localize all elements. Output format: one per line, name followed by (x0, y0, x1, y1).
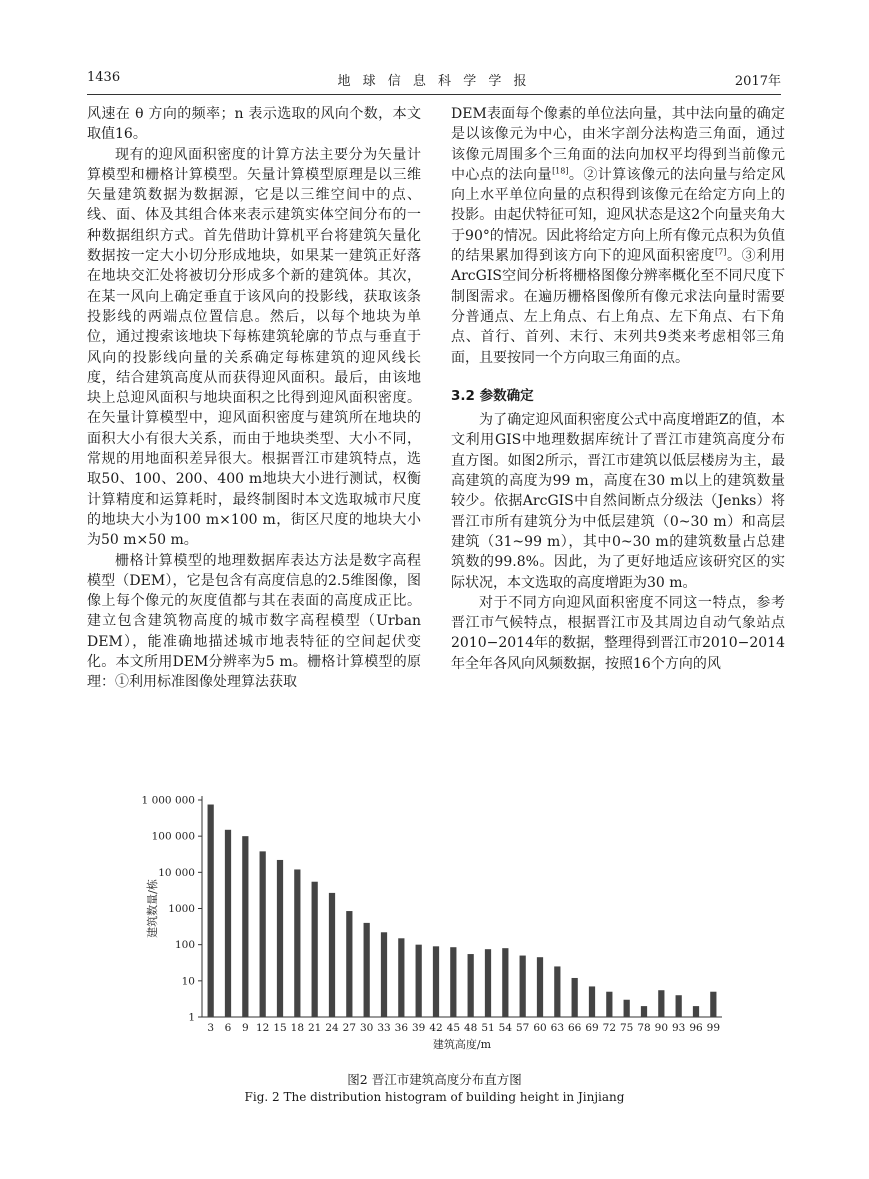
paragraph: 风速在 θ 方向的频率；n 表示选取的风向个数，本文取值16。 (87, 106, 421, 143)
x-tick-label: 27 (342, 1022, 357, 1034)
histogram-bar (676, 995, 682, 1017)
histogram-bar (277, 860, 283, 1017)
histogram-bar (416, 945, 422, 1017)
x-tick-label: 39 (411, 1022, 426, 1034)
header-rule (87, 94, 781, 95)
x-tick-label: 75 (619, 1022, 634, 1034)
histogram-bar (294, 869, 300, 1017)
text-run: DEM表面每个像素的单位法向量，其中法向量的确定是以该像元为中心，由米字剖分法构造三角面，通过该像元周围多个三角面的法向加权平均得到当前像元中心点的法向量 (451, 106, 785, 183)
histogram-bar (225, 830, 231, 1017)
x-tick-label: 96 (689, 1022, 703, 1034)
histogram-bar (693, 1006, 699, 1017)
x-tick-label: 93 (671, 1022, 686, 1034)
histogram-bar (450, 947, 456, 1017)
x-tick-label: 6 (224, 1022, 232, 1034)
y-tick-label: 100 (174, 939, 195, 952)
x-tick-label: 30 (359, 1022, 374, 1034)
histogram-bar (520, 956, 526, 1017)
histogram-bar (502, 948, 508, 1017)
x-tick-label: 21 (307, 1022, 322, 1034)
y-tick-label: 100 000 (151, 830, 195, 843)
x-tick-label: 24 (325, 1022, 339, 1034)
x-tick-label: 60 (533, 1022, 547, 1034)
x-tick-label: 51 (481, 1022, 495, 1034)
histogram-bar (468, 954, 474, 1017)
x-axis-title: 建筑高度/m (432, 1038, 492, 1051)
x-tick-label: 18 (290, 1022, 305, 1034)
y-tick-label: 1 000 000 (141, 794, 195, 807)
histogram-bar (398, 938, 404, 1017)
histogram-bar (364, 923, 370, 1017)
histogram-bar (433, 946, 439, 1017)
histogram-bar (572, 978, 578, 1017)
publication-year: 2017年 (734, 74, 781, 89)
histogram-bar (329, 893, 335, 1017)
x-tick-label: 36 (394, 1022, 409, 1034)
histogram-bar (485, 949, 491, 1017)
histogram-bar (312, 882, 318, 1017)
histogram-bar (537, 957, 543, 1017)
citation: [7] (715, 247, 727, 257)
histogram-chart (140, 790, 740, 1060)
paragraph: 栅格计算模型的地理数据库表达方法是数字高程模型（DEM），它是包含有高度信息的2.5维图像，图像上每个像元的灰度值都与其在表面的高度成正比。建立包含建筑物高度的城市数字高程模型（Urban DEM），能准确地描述城市地表特征的空间起伏变化。本文所用DEM分辨率为5 m。栅格计算模型的原理：①利用标准图像处理算法获取 (87, 552, 421, 691)
figure-chart (140, 790, 740, 1060)
x-tick-label: 3 (207, 1022, 215, 1034)
x-tick-label: 57 (515, 1022, 530, 1034)
x-tick-label: 12 (255, 1022, 270, 1034)
y-tick-label: 1 (188, 1011, 195, 1024)
page-header (87, 70, 781, 92)
x-tick-label: 48 (463, 1022, 478, 1034)
paragraph: 现有的迎风面积密度的计算方法主要分为矢量计算模型和栅格计算模型。矢量计算模型原理是以三维矢量建筑数据为数据源，它是以三维空间中的点、线、面、体及其组合体来表示建筑实体空间分布的一种数据组织方式。首先借助计算机平台将建筑矢量化数据按一定大小切分形成地块，如果某一建筑正好落在地块交汇处将被切分形成多个新的建筑体。其次，在某一风向上确定垂直于该风向的投影线，获取该条投影线的两端点位置信息。然后，以每个地块为单位，通过搜索该地块下每栋建筑轮廓的节点与垂直于风向的投影线向量的关系确定每栋建筑的迎风线长度，结合建筑高度从而获得迎风面积。最后，由该地块上总迎风面积与地块面积之比得到迎风面积密度。在矢量计算模型中，迎风面积密度与建筑所在地块的面积大小有很大关系，而由于地块类型、大小不同，常规的用地面积差异很大。根据晋江市建筑特点，选取50、100、200、400 m地块大小进行测试，权衡计算精度和运算耗时，最终制图时本文选取城市尺度的地块大小为100 m×100 m，街区尺度的地块大小为50 m×50 m。 (87, 146, 421, 549)
text-run: 。②计算该像元的法向量与给定风向上水平单位向量的点积得到该像元在给定方向上的投影。由起伏特征可知，迎风状态是这2个向量夹角大于90°的情况。因此将给定方向上所有像元点积为负值的结果累加得到该方向下的迎风面积密度 (451, 166, 786, 265)
paragraph: 为了确定迎风面积密度公式中高度增距Z的值，本文利用GIS中地理数据库统计了晋江市建筑高度分布直方图。如图2所示，晋江市建筑以低层楼房为主，最高建筑的高度为99 m，高度在30 m以上的建筑数量较少。依据ArcGIS中自然间断点分级法（Jenks）将晋江市所有建筑分为中低层建筑（0~30 m）和高层建筑（31~99 m），其中0~30 m的建筑数量占总建筑数的99.8%。因此，为了更好地适应该研究区的实际状况，本文选取的高度增距为30 m。 (451, 412, 785, 591)
histogram-bar (589, 986, 595, 1017)
x-tick-label: 45 (446, 1022, 461, 1034)
paragraph (451, 104, 785, 368)
x-tick-label: 33 (377, 1022, 391, 1034)
page-number: 1436 (87, 70, 121, 85)
x-tick-label: 66 (567, 1022, 582, 1034)
y-tick-label: 10 (181, 975, 195, 988)
x-tick-label: 78 (637, 1022, 651, 1034)
left-column (87, 104, 421, 693)
y-axis-title: 建筑数量/栋 (146, 879, 159, 938)
histogram-bar (658, 990, 664, 1017)
x-tick-label: 69 (585, 1022, 599, 1034)
x-tick-label: 99 (706, 1022, 721, 1034)
histogram-bar (710, 992, 716, 1017)
journal-title: 地 球 信 息 科 学 学 报 (337, 74, 531, 89)
text-run: 。③利用ArcGIS空间分析将栅格图像分辨率概化至不同尺度下制图需求。在遍历栅格图像所有像元求法向量时需要分普通点、左上角点、右上角点、左下角点、右下角点、首行、首列、末行、末列共9类来考虑相邻三角面，且要按同一个方向取三角面的点。 (451, 248, 786, 366)
citation: [18] (552, 166, 569, 176)
x-tick-label: 63 (550, 1022, 565, 1034)
histogram-bar (208, 805, 214, 1017)
histogram-bar (606, 992, 612, 1017)
x-tick-label: 15 (273, 1022, 287, 1034)
x-tick-label: 42 (429, 1022, 443, 1034)
y-tick-label: 10 000 (158, 866, 195, 879)
x-tick-label: 90 (654, 1022, 669, 1034)
x-tick-label: 54 (498, 1022, 513, 1034)
figure-caption-cn: 图2 晋江市建筑高度分布直方图 (347, 1072, 522, 1087)
histogram-bar (624, 1000, 630, 1017)
histogram-bar (242, 836, 248, 1017)
figure-caption-en: Fig. 2 The distribution histogram of building height in Jinjiang (244, 1090, 625, 1104)
section-heading: 3.2 参数确定 (451, 387, 534, 404)
x-tick-label: 72 (602, 1022, 617, 1034)
x-tick-label: 9 (241, 1022, 249, 1034)
histogram-bar (641, 1006, 647, 1017)
histogram-bar (554, 966, 560, 1017)
histogram-bar (346, 911, 352, 1017)
histogram-bar (381, 932, 387, 1017)
paragraph: 对于不同方向迎风面积密度不同这一特点，参考晋江市气候特点，根据晋江市及其周边自动气象站点2010−2014年的数据，整理得到晋江市2010−2014年全年各风向风频数据，按照16个方向的风 (451, 594, 785, 672)
histogram-bar (260, 851, 266, 1017)
y-tick-label: 1000 (168, 903, 195, 915)
right-column (451, 104, 785, 674)
